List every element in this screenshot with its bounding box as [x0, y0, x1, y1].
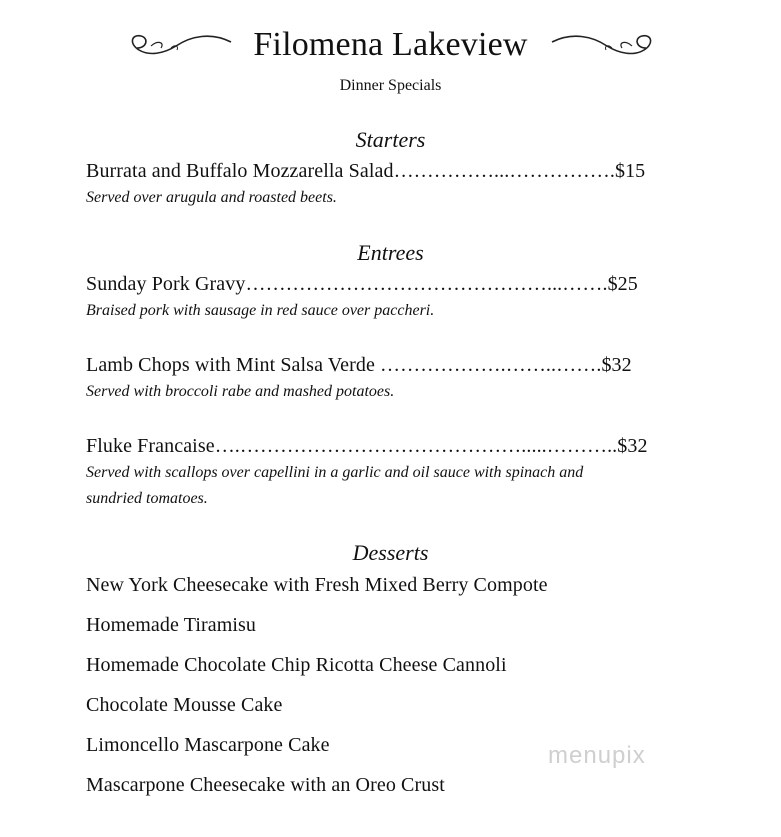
item-description: Served over arugula and roasted beets.: [86, 189, 337, 206]
dot-leader: ………………………………………...…….: [245, 273, 608, 295]
section-title-starters: Starters: [355, 127, 426, 152]
item-description: Served with broccoli rabe and mashed potatoes.: [86, 383, 395, 400]
dessert-item: Chocolate Mousse Cake: [86, 694, 283, 716]
item-price: $15: [614, 160, 646, 182]
item-price: $32: [617, 435, 648, 457]
section-title-entrees: Entrees: [357, 240, 424, 265]
restaurant-title: Filomena Lakeview: [253, 26, 528, 63]
watermark: menupix: [548, 742, 646, 769]
menu-item-burrata: [86, 159, 645, 183]
item-name: Lamb Chops with Mint Salsa Verde: [86, 354, 375, 376]
item-description-line-1: Served with scallops over capellini in a garlic and oil sauce with spinach and: [86, 464, 584, 481]
menu-item-pork-gravy: [86, 272, 638, 296]
item-name: Sunday Pork Gravy: [86, 273, 246, 295]
menu-subtitle: Dinner Specials: [339, 77, 442, 94]
dot-leader: ….…………………………………….....………..: [214, 435, 618, 457]
menu-item-fluke-francaise: [86, 434, 648, 458]
menu-header: [0, 22, 781, 68]
dot-leader: ……………...…………….: [393, 160, 615, 182]
section-title-desserts: Desserts: [352, 540, 429, 565]
dessert-item: New York Cheesecake with Fresh Mixed Berry Compote: [86, 574, 548, 596]
item-name: Burrata and Buffalo Mozzarella Salad: [86, 160, 394, 182]
item-description: Braised pork with sausage in red sauce over paccheri.: [86, 302, 435, 319]
item-price: $25: [607, 273, 638, 295]
menu-item-lamb-chops: [86, 353, 632, 377]
dot-leader: ……………….……..…….: [374, 354, 602, 376]
dessert-item: Mascarpone Cheesecake with an Oreo Crust: [86, 774, 445, 796]
dessert-item: Homemade Chocolate Chip Ricotta Cheese Cannoli: [86, 654, 507, 676]
dessert-item: Homemade Tiramisu: [86, 614, 257, 636]
right-flourish-icon: [550, 30, 662, 60]
item-price: $32: [601, 354, 632, 376]
dessert-item: Limoncello Mascarpone Cake: [86, 734, 330, 756]
item-name: Fluke Francaise: [86, 435, 215, 457]
item-description-line-2: sundried tomatoes.: [86, 490, 208, 507]
